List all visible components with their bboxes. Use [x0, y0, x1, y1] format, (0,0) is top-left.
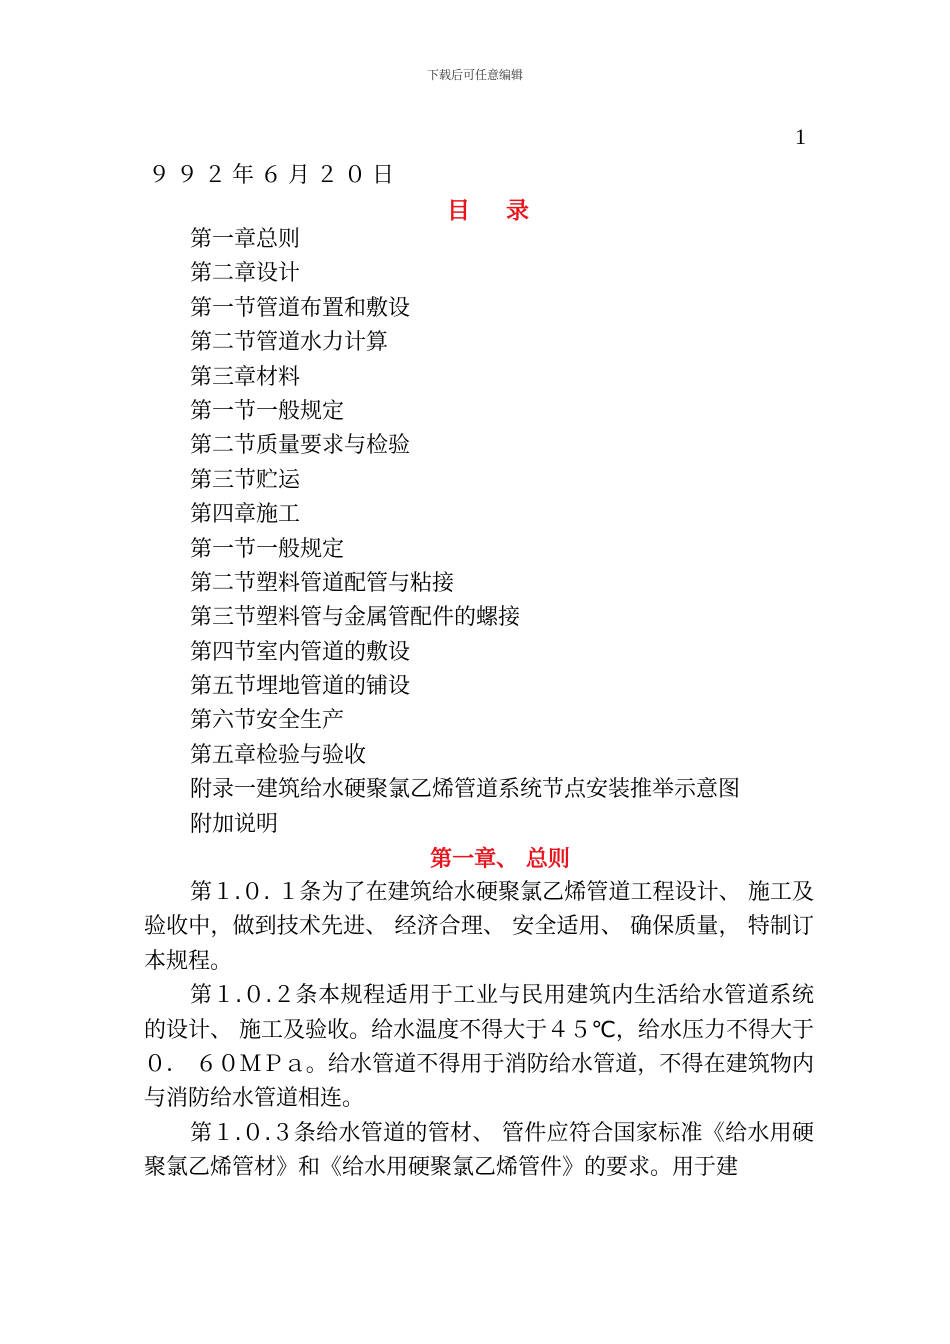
toc-item: 第一节管道布置和敷设 [190, 295, 411, 321]
toc-item: 第一节一般规定 [190, 536, 345, 562]
toc-title: 目 录 [446, 198, 543, 224]
page-header-note: 下载后可任意编辑 [426, 68, 523, 82]
toc-item: 第四章施工 [190, 502, 301, 528]
toc-item: 第二节塑料管道配管与粘接 [190, 570, 455, 596]
toc-item: 第五章检验与验收 [190, 742, 367, 768]
toc-item: 第三章材料 [190, 364, 301, 390]
page-number: 1 [795, 124, 806, 149]
toc-item: 第二节质量要求与检验 [190, 433, 411, 459]
toc-item: 第一节一般规定 [190, 398, 345, 424]
chapter-body [144, 876, 814, 1186]
toc-item: 第五节埋地管道的铺设 [190, 674, 411, 700]
toc-item: 第二节管道水力计算 [190, 330, 389, 356]
toc-item: 第六节安全生产 [190, 708, 345, 734]
toc-item: 附加说明 [190, 811, 279, 837]
date-line: ９９２年６月２０日 [148, 163, 401, 188]
chapter-heading: 第一章、 总则 [430, 847, 570, 872]
toc-item: 第三节塑料管与金属管配件的螺接 [190, 605, 521, 631]
toc-item: 附录一建筑给水硬聚氯乙烯管道系统节点安装推举示意图 [190, 777, 741, 803]
article-paragraph: 第１.０. １条为了在建筑给水硬聚氯乙烯管道工程设计、 施工及验收中，做到技术先进、 经济合理、 安全适用、 确保质量， 特制订本规程。 [144, 880, 814, 974]
toc-item: 第一章总则 [190, 227, 301, 252]
table-of-contents [190, 223, 740, 842]
article-paragraph: 第１.０.３条给水管道的管材、 管件应符合国家标准《给水用硬聚氯乙烯管材》和《给水用硬聚氯乙烯管件》的要求。用于建 [144, 1120, 814, 1181]
toc-item: 第三节贮运 [190, 467, 301, 493]
toc-item: 第四节室内管道的敷设 [190, 639, 411, 665]
toc-item: 第二章设计 [190, 261, 301, 287]
article-paragraph: 第１.０.２条本规程适用于工业与民用建筑内生活给水管道系统的设计、 施工及验收。给水温度不得大于４５℃，给水压力不得大于０． ６０ＭＰａ。给水管道不得用于消防给水管道，不得在建筑物内与消防给水管道相连。 [144, 983, 814, 1112]
